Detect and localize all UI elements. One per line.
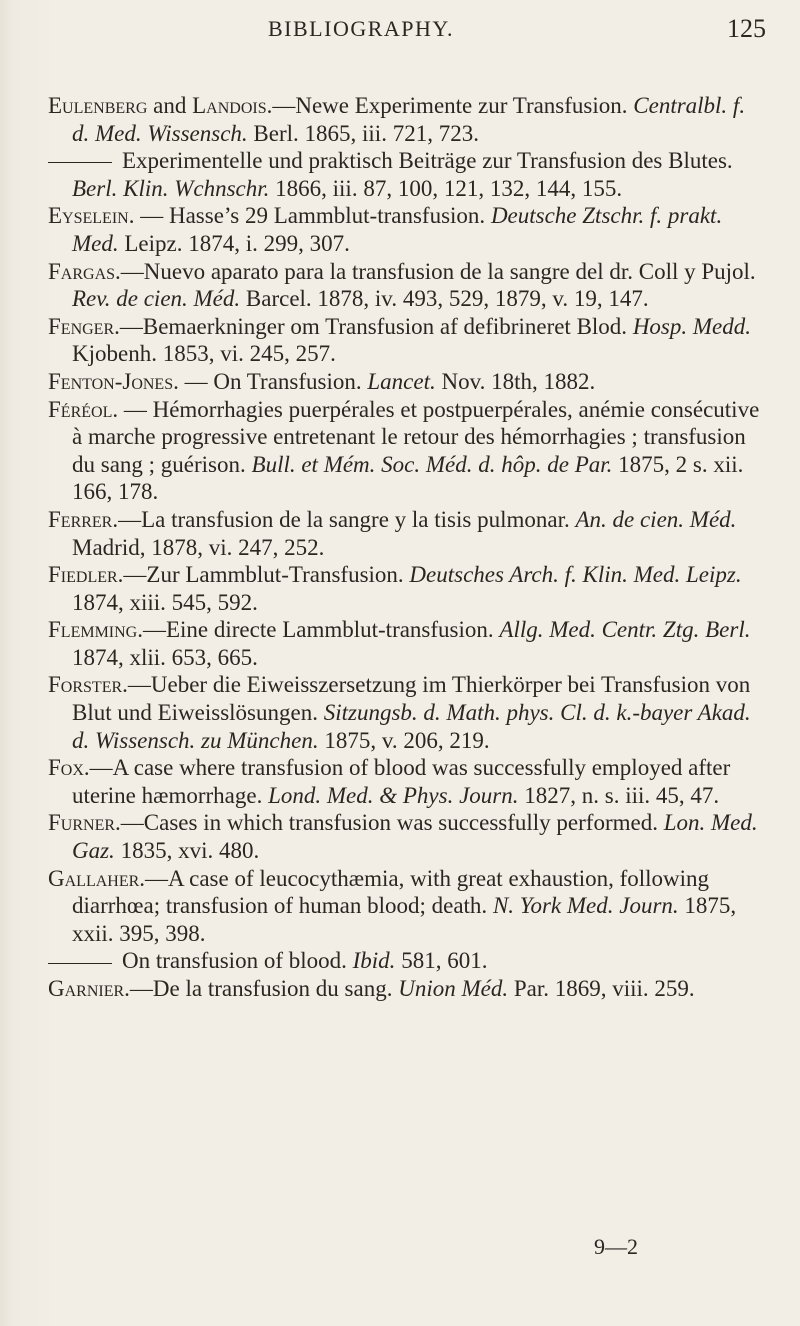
entry-title: .—Eine directe Lammblut-transfusion. (137, 617, 500, 643)
entry-citation: 1875, v. 206, 219. (318, 727, 490, 753)
entry-author: Flemming (48, 617, 138, 643)
entry-journal: N. York Med. Journ. (492, 893, 679, 919)
entry-title: . — Hémorrhagies puerpérales et postpuerpérales, anémie consécutive à marche progressive entretenant le retour des hémorrhagies ; transfusion du sang ; guérison. (72, 396, 760, 477)
entry-citation: 1875, xxii. 395, 398. (72, 893, 737, 946)
entry-citation: 1874, xlii. 653, 665. (72, 644, 258, 670)
entry-citation: 1827, n. s. iii. 45, 47. (518, 782, 720, 808)
entry-author: Ferrer (48, 506, 113, 532)
signature-mark: 9—2 (594, 1234, 638, 1259)
bibliography-entry (48, 865, 768, 948)
bibliography-entry (48, 561, 768, 616)
bibliography-entry (48, 396, 768, 506)
entry-title: .—A case of leucocythæmia, with great exhaustion, following diarrhœa; transfusion of human blood; death. (72, 865, 710, 919)
entry-journal: Lon. Med. Gaz. (72, 810, 758, 864)
entry-journal: An. de cien. Méd. (575, 506, 737, 532)
entry-title: .—Bemaerkninger om Transfusion af defibrineret Blod. (114, 313, 633, 339)
entry-title: .—Nuevo aparato para la transfusion de la sangre del dr. Coll y Pujol. (115, 258, 756, 284)
entry-citation: 1874, xiii. 545, 592. (72, 589, 258, 615)
entry-title: Experimentelle und praktisch Beiträge zur Transfusion des Blutes. (122, 148, 733, 174)
entry-title: .—De la transfusion du sang. (124, 976, 399, 1001)
entry-author: Garnier (48, 976, 125, 1001)
entry-title: . — Hasse’s 29 Lammblut-transfusion. (128, 203, 491, 229)
entry-author: Fargas (48, 258, 116, 284)
entry-author: Gallaher (48, 865, 140, 891)
entry-citation: 1835, xvi. 480. (114, 838, 260, 864)
entry-author: Fiedler (48, 562, 118, 588)
entry-journal: Rev. de cien. Méd. (72, 286, 241, 312)
entry-citation: Par. 1869, viii. 259. (508, 976, 695, 1001)
entry-author: Eyselein (48, 203, 129, 229)
bibliography-entry (48, 754, 768, 809)
bibliography-entry (48, 368, 768, 396)
entry-author: Eulenberg (48, 93, 148, 118)
entry-title: .—A case where transfusion of blood was successfully employed after uterine hæmorrhage. (72, 755, 731, 808)
entry-author: Fox (48, 755, 84, 781)
entry-title: .—La transfusion de la sangre y la tisis pulmonar. (112, 506, 576, 532)
entry-citation: 1866, iii. 87, 100, 121, 132, 144, 155. (269, 175, 623, 201)
bibliography-entry (48, 616, 768, 671)
bibliography-entry (48, 947, 768, 975)
entry-citation: 1875, 2 s. xii. 166, 178. (72, 451, 744, 505)
entry-journal: Union Méd. (398, 976, 509, 1001)
bibliography-entry (48, 147, 768, 202)
entry-journal: Centralbl. f. d. Med. Wissensch. (72, 93, 746, 146)
bibliography-entry (48, 671, 768, 754)
entry-author: Féréol (48, 396, 113, 422)
entry-author: Landois (192, 93, 267, 118)
entry-journal: Sitzungsb. d. Math. phys. Cl. d. k.-bayer Akad. d. Wissensch. zu München. (72, 700, 751, 753)
entry-author: Forster (48, 672, 123, 698)
bibliography-entry (48, 202, 768, 257)
entry-journal: Deutsche Ztschr. f. prakt. Med. (72, 203, 723, 256)
entry-author: Fenger (48, 313, 115, 339)
page-header (0, 16, 800, 56)
ditto-dash (48, 162, 112, 163)
entry-journal: Lond. Med. & Phys. Journ. (268, 782, 519, 808)
entry-author: Fenton-Jones (48, 368, 174, 394)
entry-citation: Barcel. 1878, iv. 493, 529, 1879, v. 19, 147. (240, 286, 649, 312)
entry-journal: Ibid. (352, 948, 396, 974)
running-title: BIBLIOGRAPHY. (268, 16, 454, 41)
page-number: 125 (727, 14, 766, 43)
entry-author: Furner (48, 810, 116, 836)
entry-journal: Hosp. Medd. (632, 313, 751, 339)
entry-title: .—Newe Experimente zur Transfusion. (266, 93, 634, 118)
entry-title: .—Zur Lammblut-Transfusion. (117, 562, 410, 588)
bibliography-entry (48, 809, 768, 864)
entry-citation: Kjobenh. 1853, vi. 245, 257. (72, 341, 336, 367)
entry-citation: Madrid, 1878, vi. 247, 252. (72, 534, 325, 560)
entry-title: .—Ueber die Eiweisszersetzung im Thierkörper bei Transfusion von Blut und Eiweisslösungen. (72, 672, 751, 726)
bibliography-entry (48, 975, 768, 1003)
bibliography-entry (48, 506, 768, 561)
entry-citation: Nov. 18th, 1882. (435, 368, 596, 394)
bibliography-list (48, 92, 768, 1003)
entry-title: .—Cases in which transfusion was successfully performed. (115, 810, 664, 836)
entry-journal: Berl. Klin. Wchnschr. (72, 175, 270, 201)
bibliography-entry (48, 258, 768, 313)
entry-journal: Bull. et Mém. Soc. Méd. d. hôp. de Par. (251, 451, 613, 477)
entry-citation: Berl. 1865, iii. 721, 723. (247, 120, 479, 146)
entry-title: . — On Transfusion. (173, 368, 368, 394)
entry-conjunction: and (147, 93, 193, 118)
entry-journal: Allg. Med. Centr. Ztg. Berl. (499, 617, 751, 643)
bibliography-entry (48, 313, 768, 368)
entry-journal: Lancet. (367, 368, 436, 394)
entry-citation: Leipz. 1874, i. 299, 307. (118, 230, 350, 256)
entry-title: On transfusion of blood. (122, 948, 353, 974)
bibliography-entry (48, 92, 768, 147)
ditto-dash (48, 963, 112, 964)
entry-journal: Deutsches Arch. f. Klin. Med. Leipz. (409, 562, 742, 588)
entry-citation: 581, 601. (395, 948, 488, 974)
